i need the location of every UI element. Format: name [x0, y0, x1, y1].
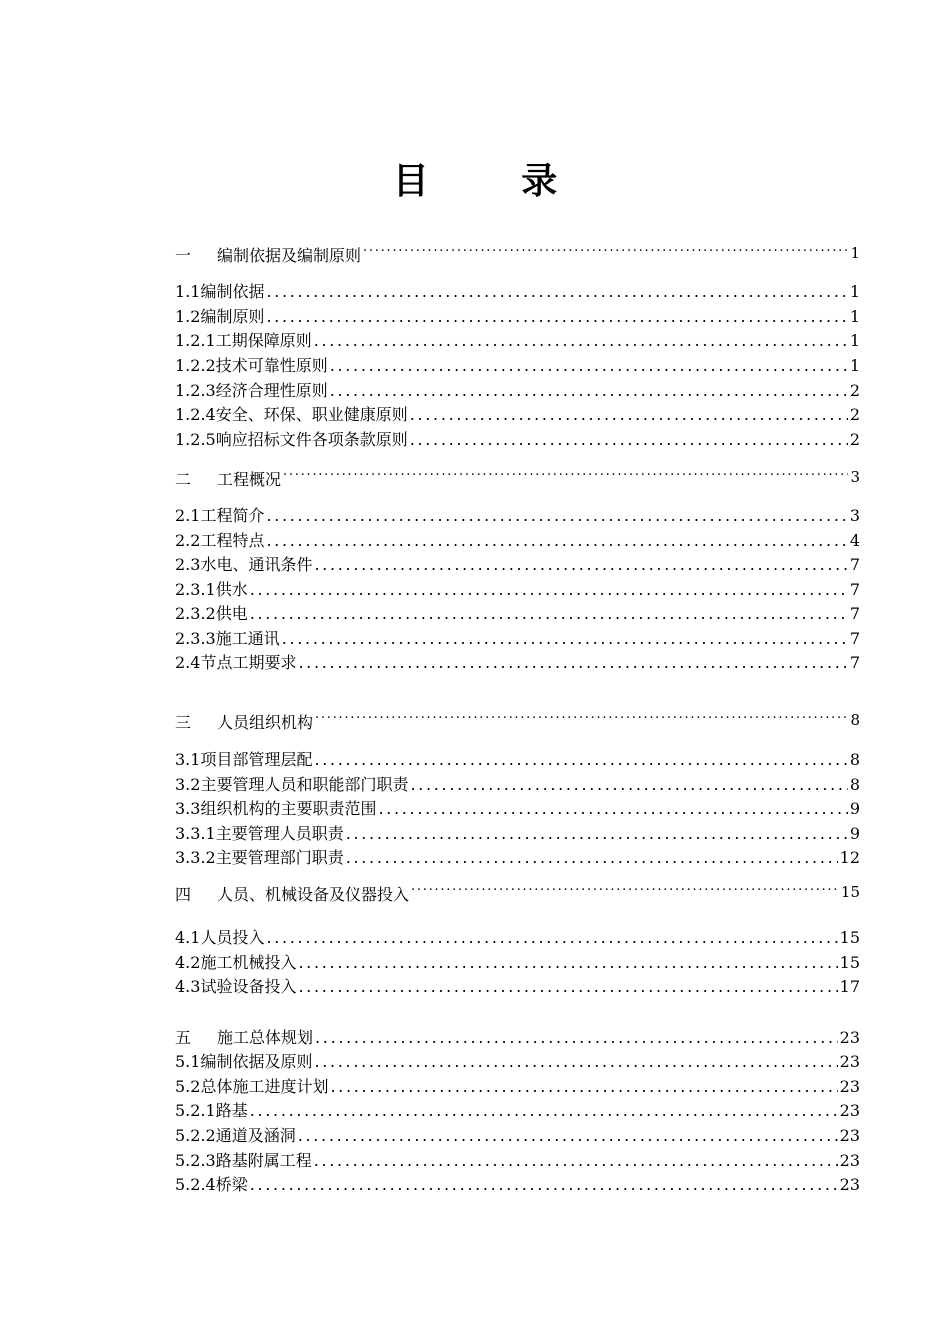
toc-entry[interactable] [175, 927, 860, 949]
toc-page-number: 15 [839, 953, 860, 972]
toc-entry[interactable] [175, 330, 860, 352]
toc-entry[interactable] [175, 652, 860, 674]
toc-entry-text: 施工机械投入 [200, 953, 297, 972]
toc-entry-label [175, 884, 409, 906]
toc-entry-number: 四 [175, 885, 192, 904]
toc-entry-label [175, 603, 248, 625]
toc-entry[interactable] [175, 579, 860, 601]
toc-entry-number: 5.2.1 [175, 1101, 216, 1120]
toc-entry-number: 1.2.3 [175, 381, 216, 400]
toc-page-number: 23 [839, 1126, 860, 1145]
toc-entry-label [175, 1150, 312, 1172]
toc-entry-number: 2.3.2 [175, 604, 216, 623]
toc-entry[interactable] [175, 1051, 860, 1073]
toc-entry-text: 施工通讯 [215, 629, 280, 648]
toc-page-number: 23 [839, 1151, 860, 1170]
toc-leader-dots [363, 245, 848, 267]
toc-entry[interactable] [175, 823, 860, 845]
toc-page-number: 23 [839, 1101, 860, 1120]
toc-entry-number: 3.2 [175, 775, 201, 794]
toc-entry-number: 5.2 [175, 1077, 201, 1096]
toc-entry-text: 路基附属工程 [215, 1151, 312, 1170]
toc-entry-number: 2.3 [175, 555, 201, 574]
toc-entry-label [175, 847, 344, 869]
toc-leader-dots [266, 505, 847, 527]
toc-page-number: 23 [839, 1028, 860, 1047]
toc-entry-label [175, 330, 312, 352]
toc-entry-text: 工程简介 [200, 506, 265, 525]
toc-entry-number: 5.1 [175, 1052, 201, 1071]
toc-page-number: 7 [849, 580, 860, 599]
toc-entry[interactable] [175, 1027, 860, 1049]
toc-entry-text: 编制依据及原则 [200, 1052, 313, 1071]
toc-entry-text: 响应招标文件各项条款原则 [215, 430, 408, 449]
toc-page-number: 7 [849, 604, 860, 623]
toc-leader-dots [330, 355, 848, 377]
toc-entry[interactable] [175, 1100, 860, 1122]
toc-chapter-entry[interactable] [175, 712, 860, 734]
toc-entry[interactable] [175, 554, 860, 576]
toc-leader-dots [298, 652, 847, 674]
toc-entry-text: 技术可靠性原则 [215, 356, 328, 375]
toc-leader-dots [330, 380, 848, 402]
toc-entry-number: 3.3 [175, 799, 201, 818]
toc-entry-number: 1.2.5 [175, 430, 216, 449]
toc-entry-label [175, 469, 281, 491]
toc-entry-text: 项目部管理层配 [200, 750, 313, 769]
toc-entry-text: 施工总体规划 [217, 1028, 314, 1047]
toc-leader-dots [266, 927, 837, 949]
toc-entry[interactable] [175, 355, 860, 377]
toc-leader-dots [298, 1125, 838, 1147]
toc-leader-dots [250, 1174, 838, 1196]
toc-page-number: 7 [849, 629, 860, 648]
toc-entry-label [175, 530, 264, 552]
toc-entry-number: 3.3.1 [175, 824, 216, 843]
toc-entry[interactable] [175, 281, 860, 303]
toc-entry-text: 编制依据 [200, 282, 265, 301]
toc-entry[interactable] [175, 306, 860, 328]
toc-page-number: 2 [849, 430, 860, 449]
toc-entry-text: 编制原则 [200, 307, 265, 326]
toc-leader-dots [315, 712, 848, 734]
toc-entry-label [175, 579, 248, 601]
toc-leader-dots [314, 1150, 838, 1172]
toc-leader-dots [314, 749, 847, 771]
toc-leader-dots [411, 884, 839, 906]
toc-entry-number: 1.2.4 [175, 405, 216, 424]
toc-leader-dots [410, 404, 848, 426]
toc-entry[interactable] [175, 1174, 860, 1196]
toc-entry[interactable] [175, 530, 860, 552]
toc-entry[interactable] [175, 404, 860, 426]
toc-entry-label [175, 628, 280, 650]
toc-leader-dots [330, 1076, 837, 1098]
toc-leader-dots [410, 429, 848, 451]
toc-entry-text: 水电、通讯条件 [200, 555, 313, 574]
toc-page-number: 8 [849, 775, 860, 794]
toc-entry[interactable] [175, 749, 860, 771]
toc-entry-number: 4.2 [175, 953, 201, 972]
toc-entry-text: 人员组织机构 [217, 713, 314, 732]
toc-entry[interactable] [175, 505, 860, 527]
toc-entry-label [175, 1174, 248, 1196]
toc-entry[interactable] [175, 952, 860, 974]
toc-entry-number: 1.2.2 [175, 356, 216, 375]
toc-entry-text: 通道及涵洞 [215, 1126, 296, 1145]
toc-entry-label [175, 404, 408, 426]
toc-page-number: 1 [849, 307, 860, 326]
toc-entry-label [175, 429, 408, 451]
toc-entry-number: 一 [175, 246, 192, 265]
toc-entry-number: 1.1 [175, 282, 201, 301]
toc-entry[interactable] [175, 603, 860, 625]
toc-page-number: 8 [850, 711, 860, 729]
toc-entry-label [175, 306, 264, 328]
toc-leader-dots [250, 579, 848, 601]
toc-entry-number: 2.3.3 [175, 629, 216, 648]
toc-entry-label [175, 505, 264, 527]
toc-entry-number: 5.2.3 [175, 1151, 216, 1170]
toc-chapter-entry[interactable] [175, 884, 860, 906]
toc-page-number: 3 [849, 506, 860, 525]
toc-entry-number: 4.3 [175, 977, 201, 996]
toc-entry-label [175, 1027, 313, 1049]
toc-entry-number: 5.2.4 [175, 1175, 216, 1194]
toc-page-number: 12 [839, 848, 860, 867]
toc-leader-dots [266, 281, 847, 303]
toc-entry-number: 五 [175, 1028, 192, 1047]
toc-entry-label [175, 281, 264, 303]
toc-entry-label [175, 1076, 328, 1098]
toc-entry-label [175, 952, 296, 974]
toc-entry[interactable] [175, 628, 860, 650]
toc-leader-dots [314, 554, 847, 576]
toc-page-number: 7 [849, 653, 860, 672]
toc-entry-text: 经济合理性原则 [215, 381, 328, 400]
toc-entry-label [175, 245, 361, 267]
toc-entry[interactable] [175, 774, 860, 796]
toc-entry-label [175, 1051, 312, 1073]
toc-entry-number: 二 [175, 470, 192, 489]
toc-leader-dots [314, 1051, 837, 1073]
toc-page-number: 23 [839, 1077, 860, 1096]
toc-page-number: 8 [849, 750, 860, 769]
toc-entry-number: 3.1 [175, 750, 201, 769]
toc-leader-dots [266, 530, 847, 552]
toc-entry-number: 1.2.1 [175, 331, 216, 350]
toc-entry-text: 桥梁 [215, 1175, 248, 1194]
toc-page-number: 17 [839, 977, 860, 996]
toc-entry-text: 编制依据及编制原则 [217, 246, 362, 265]
toc-entry-text: 供电 [215, 604, 248, 623]
toc-entry-text: 安全、环保、职业健康原则 [215, 405, 408, 424]
toc-entry-text: 工期保障原则 [215, 331, 312, 350]
toc-entry[interactable] [175, 847, 860, 869]
toc-entry-text: 供水 [215, 580, 248, 599]
toc-leader-dots [250, 603, 848, 625]
toc-entry-number: 2.2 [175, 531, 201, 550]
toc-entry-label [175, 749, 312, 771]
toc-page-number: 15 [840, 883, 860, 901]
toc-entry[interactable] [175, 1125, 860, 1147]
page-title: 目 录 [392, 161, 598, 202]
toc-leader-dots [315, 1027, 838, 1049]
toc-entry-label [175, 976, 296, 998]
toc-entry-label [175, 774, 408, 796]
toc-entry-text: 主要管理部门职责 [215, 848, 344, 867]
toc-leader-dots [298, 952, 837, 974]
toc-page-number: 9 [849, 799, 860, 818]
toc-entry-text: 主要管理人员职责 [215, 824, 344, 843]
toc-page-number: 1 [849, 331, 860, 350]
toc-leader-dots [346, 847, 838, 869]
toc-entry-text: 主要管理人员和职能部门职责 [200, 775, 409, 794]
toc-entry-label [175, 380, 328, 402]
toc-leader-dots [346, 823, 848, 845]
toc-page-number: 23 [839, 1175, 860, 1194]
toc-page-number: 15 [839, 928, 860, 947]
toc-page-number: 1 [849, 356, 860, 375]
toc-page-number: 1 [850, 244, 860, 262]
toc-entry-text: 组织机构的主要职责范围 [200, 799, 377, 818]
toc-page-number: 7 [849, 555, 860, 574]
toc-entry-label [175, 823, 344, 845]
toc-entry[interactable] [175, 1076, 860, 1098]
toc-entry-label [175, 798, 376, 820]
toc-entry-label [175, 1125, 296, 1147]
toc-entry-number: 三 [175, 713, 192, 732]
toc-leader-dots [314, 330, 848, 352]
toc-leader-dots [410, 774, 847, 796]
toc-entry-text: 节点工期要求 [200, 653, 297, 672]
toc-entry[interactable] [175, 1150, 860, 1172]
toc-leader-dots [266, 306, 847, 328]
toc-page-number: 2 [849, 381, 860, 400]
toc-chapter-entry[interactable] [175, 469, 860, 491]
toc-entry-label [175, 927, 264, 949]
toc-entry-number: 2.1 [175, 506, 201, 525]
toc-entry-text: 路基 [215, 1101, 248, 1120]
toc-entry-text: 工程特点 [200, 531, 265, 550]
toc-entry-text: 人员、机械设备及仪器投入 [217, 885, 410, 904]
toc-entry-text: 工程概况 [217, 470, 282, 489]
toc-entry-label [175, 554, 312, 576]
toc-entry-number: 5.2.2 [175, 1126, 216, 1145]
toc-entry-text: 总体施工进度计划 [200, 1077, 329, 1096]
toc-leader-dots [250, 1100, 838, 1122]
toc-entry-label [175, 1100, 248, 1122]
toc-entry-text: 试验设备投入 [200, 977, 297, 996]
toc-entry-label [175, 712, 313, 734]
toc-entry-label [175, 355, 328, 377]
toc-entry-text: 人员投入 [200, 928, 265, 947]
toc-page-number: 1 [849, 282, 860, 301]
toc-entry[interactable] [175, 429, 860, 451]
toc-entry-number: 1.2 [175, 307, 201, 326]
toc-entry[interactable] [175, 798, 860, 820]
toc-entry-label [175, 652, 296, 674]
toc-page-number: 9 [849, 824, 860, 843]
toc-leader-dots [282, 628, 848, 650]
toc-page-number: 2 [849, 405, 860, 424]
toc-chapter-entry[interactable] [175, 245, 860, 267]
toc-page-number: 4 [849, 531, 860, 550]
toc-leader-dots [298, 976, 837, 998]
toc-leader-dots [283, 469, 848, 491]
toc-page-number: 23 [839, 1052, 860, 1071]
toc-entry-number: 2.4 [175, 653, 201, 672]
toc-entry[interactable] [175, 976, 860, 998]
toc-entry-number: 4.1 [175, 928, 201, 947]
toc-entry[interactable] [175, 380, 860, 402]
toc-page-number: 3 [850, 468, 860, 486]
toc-entry-number: 3.3.2 [175, 848, 216, 867]
toc-leader-dots [378, 798, 847, 820]
toc-entry-number: 2.3.1 [175, 580, 216, 599]
